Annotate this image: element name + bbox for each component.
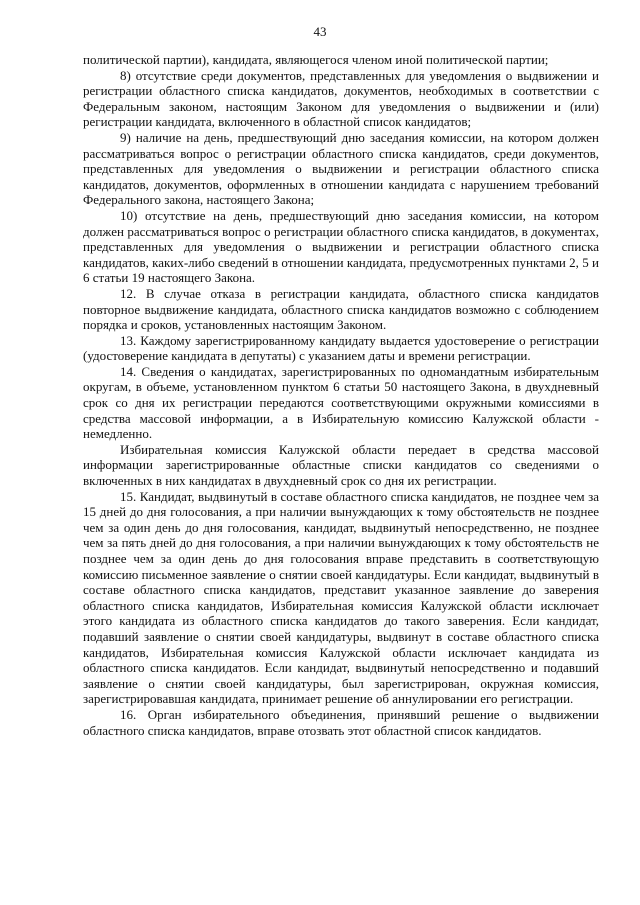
paragraph-section-13: 13. Каждому зарегистрированному кандидату выдается удостоверение о регистрации (удостоверение кандидата в депутаты) с указанием даты и времени регистрации.	[83, 332, 599, 364]
paragraph-section-12: 12. В случае отказа в регистрации кандидата, областного списка кандидатов повторное выдвижение кандидата, областного списка кандидатов возможно с соблюдением порядка и сроков, установленных настоящим Законом.	[83, 285, 599, 333]
paragraph-section-14: 14. Сведения о кандидатах, зарегистрированных по одномандатным избирательным округам, в объеме, установленном пунктом 6 статьи 50 настоящего Закона, в двухдневный срок со дня их регистрации передаются соответствующими окружными комиссиями в средства массовой информации, а в Избирательную комиссию Калужской области - немедленно.	[83, 363, 599, 442]
paragraph-section-14-continued: Избирательная комиссия Калужской области передает в средства массовой информации зарегистрированные областные списки кандидатов со сведениями о включенных в них кандидатах в двухдневный срок со дня их регистрации.	[83, 441, 599, 489]
paragraph-item-10: 10) отсутствие на день, предшествующий дню заседания комиссии, на котором должен рассматриваться вопрос о регистрации областного списка кандидатов, в документах, представленных для уведомления о выдвижении и регистрации областного списка кандидатов, каких-либо сведений в отношении кандидата, предусмотренных пунктами 2, 5 и 6 статьи 19 настоящего Закона.	[83, 207, 599, 286]
document-body	[83, 52, 599, 738]
paragraph-section-15: 15. Кандидат, выдвинутый в составе областного списка кандидатов, не позднее чем за 15 дней до дня голосования, а при наличии вынуждающих к тому обстоятельств не позднее чем за один день до дня голосования, кандидат, выдвинутый непосредственно, не позднее чем за пять дней до дня голосования, а при наличии вынуждающих к тому обстоятельств не позднее чем за один день до дня голосования вправе представить в соответствующую комиссию письменное заявление о снятии своей кандидатуры. Если кандидат, выдвинутый в составе областного списка кандидатов, представит указанное заявление до заверения областного списка кандидатов, Избирательная комиссия Калужской области исключает этого кандидата из областного списка кандидатов до такого заверения. Если кандидат, подавший заявление о снятии своей кандидатуры, выдвинут в составе областного списка кандидатов, Избирательная комиссия Калужской области исключает кандидата из областного списка кандидатов. Если кандидат, выдвинутый непосредственно и подавший заявление о снятии своей кандидатуры, был зарегистрирован, окружная комиссия, зарегистрировавшая кандидата, принимает решение об аннулировании его регистрации.	[83, 488, 599, 707]
paragraph-item-8: 8) отсутствие среди документов, представленных для уведомления о выдвижении и регистрации областного списка кандидатов, документов, необходимых в соответствии с Федеральным законом, настоящим Законом для уведомления о выдвижении и (или) регистрации кандидата, включенного в областной список кандидатов;	[83, 67, 599, 130]
paragraph-section-16: 16. Орган избирательного объединения, принявший решение о выдвижении областного списка кандидатов, вправе отозвать этот областной список кандидатов.	[83, 706, 599, 738]
paragraph-continuation: политической партии), кандидата, являющегося членом иной политической партии;	[83, 52, 549, 67]
paragraph-item-9: 9) наличие на день, предшествующий дню заседания комиссии, на котором должен рассматриваться вопрос о регистрации областного списка кандидатов, среди документов, представленных для уведомления о выдвижении и регистрации областного списка кандидатов, документов, оформленных в отношении кандидата с нарушением требований Федерального закона, настоящего Закона;	[83, 129, 599, 208]
page-number: 43	[313, 24, 327, 39]
